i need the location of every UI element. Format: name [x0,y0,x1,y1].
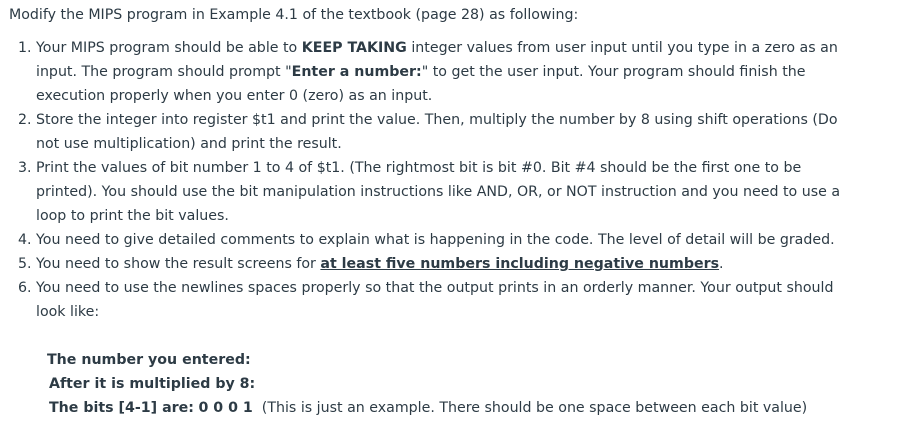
underlined-emphasis: at least five numbers including negative numbers [320,256,720,272]
list-item [18,276,856,324]
item-number: 2. [18,112,32,128]
list-item [18,156,856,228]
item-number: 4. [18,232,32,248]
item-text: Store the integer into register $t1 and print the value. Then, multiply the number by 8 using shift operations (Do not use multiplication) and print the result. [36,112,838,152]
item-text: You need to use the newlines spaces properly so that the output prints in an orderly manner. Your output should look like: [36,280,834,320]
item-number: 6. [18,280,32,296]
item-text: Your MIPS program should be able to [36,40,302,56]
sample-line-multiplied: After it is multiplied by 8: [49,376,256,392]
item-text: You need to give detailed comments to explain what is happening in the code. The level of detail will be graded. [36,232,835,248]
list-item [18,36,856,108]
item-number: 3. [18,160,32,176]
sample-note: (This is just an example. There should be one space between each bit value) [261,400,808,416]
item-text: " to get the user input. Your program should finish the execution properly when you enter 0 (zero) as an input. [36,64,806,104]
list-item [18,252,856,276]
emphasis-text: KEEP TAKING [301,40,407,56]
item-text: Print the values of bit number 1 to 4 of $t1. (The rightmost bit is bit #0. Bit #4 should be the first one to be printed). You should use the bit manipulation instructions like AND, OR, or NOT instruction and you need to use a loop to print the bit values. [36,160,841,224]
item-text: You need to show the result screens for [36,256,321,272]
sample-bits-value: 0 0 0 1 [198,400,253,416]
item-text: . [719,256,724,272]
emphasis-text: Enter a number: [291,64,422,80]
sample-bits-label: The bits [4-1] are: [49,400,194,416]
item-text: integer values from user input until you type in a zero as an input. The program should prompt " [36,40,838,80]
item-number: 5. [18,256,32,272]
sample-line-entered: The number you entered: [47,352,251,368]
requirements-list [0,36,856,324]
sample-output [47,348,807,420]
list-item [18,228,856,252]
list-item [18,108,856,156]
intro-text: Modify the MIPS program in Example 4.1 of the textbook (page 28) as following: [9,7,579,23]
item-number: 1. [18,40,32,56]
